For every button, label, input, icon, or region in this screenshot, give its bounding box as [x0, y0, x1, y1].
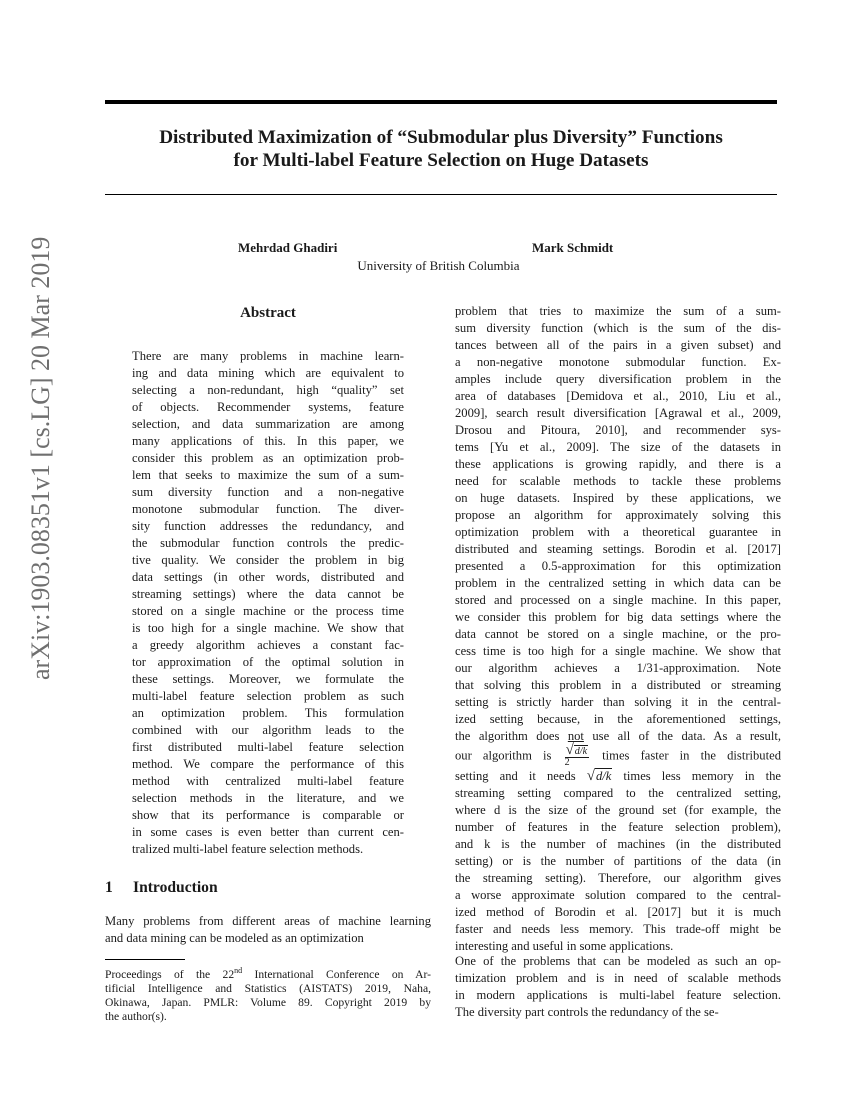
text-line: Drosou and Pitoura, 2010], and recommender sys- — [455, 423, 781, 437]
text-line: data cannot be stored on a single machine, or the pro- — [455, 627, 781, 641]
text-line: faster and needs less memory. This trade-off might be — [455, 922, 781, 936]
footnote-text: Proceedings of the 22 — [105, 967, 235, 981]
text-line: setting is strictly harder than solving it in the central- — [455, 695, 781, 709]
footnote-line — [105, 964, 431, 982]
text-line: propose an algorithm for approximately solving this — [455, 508, 781, 522]
text-line: data settings (in other words, distributed and — [132, 570, 404, 584]
footnote-line: tificial Intelligence and Statistics (AISTATS) 2019, Naha, — [105, 981, 431, 995]
text-line: in modern applications is multi-label feature selection. — [455, 988, 781, 1002]
text-line: tems [Yu et al., 2009]. The size of the datasets in — [455, 440, 781, 454]
text-line: of objects. Recommender systems, feature — [132, 400, 404, 414]
top-rule — [105, 100, 777, 104]
text-line: sum diversity function and a non-negative — [132, 485, 404, 499]
sqrt-expression — [587, 768, 613, 785]
sqrt-body: d/k — [595, 769, 612, 783]
text-line: is too high for a single machine. We show that — [132, 621, 404, 635]
text-line: streaming setting compared to the centralized setting, — [455, 786, 781, 800]
title-bottom-rule — [105, 194, 777, 195]
text-line: our algorithm achieves a 1/31-approximation. Note — [455, 661, 781, 675]
radical-sign: √ — [565, 742, 574, 758]
text-line: optimization problem with a theoretical guarantee in — [455, 525, 781, 539]
text-line: tive quality. We consider the problem in big — [132, 553, 404, 567]
text-line: The diversity part controls the redundancy of the se- — [455, 1005, 719, 1019]
text-line: many applications of this. In this paper, we — [132, 434, 404, 448]
text-line: and data mining can be modeled as an optimization — [105, 931, 364, 945]
text-line: tor approximation of the optimal solution in — [132, 655, 404, 669]
footnote — [105, 964, 431, 1024]
footnote-text: International Conference on Ar- — [242, 967, 431, 981]
text-line: There are many problems in machine learn- — [132, 349, 404, 363]
text-line: ized method of Borodin et al. [2017] but it is much — [455, 905, 781, 919]
text-line: stored and processed on a single machine. In this paper, — [455, 593, 781, 607]
text-line: lem that seeks to maximize the sum of a sum- — [132, 468, 404, 482]
text-span: use all of the data. As a result, — [583, 729, 781, 743]
text-line: method with centralized multi-label feature — [132, 774, 404, 788]
right-column-text-a — [455, 303, 781, 728]
text-line: consider this problem as an optimization prob- — [132, 451, 404, 465]
abstract-heading: Abstract — [240, 305, 296, 321]
text-line: monotone submodular function. The diver- — [132, 502, 404, 516]
text-line: selection, and data summarization are among — [132, 417, 404, 431]
text-line: tances between all of the pairs in a given subset) and — [455, 338, 781, 352]
radical-sign: √ — [586, 768, 595, 784]
text-line: problem in the centralized setting in which data can be — [455, 576, 781, 590]
text-span: times less memory in the — [612, 769, 782, 783]
text-line: ized setting because, in the aforementioned settings, — [455, 712, 781, 726]
text-line: area of databases [Demidova et al., 2010, Liu et al., — [455, 389, 781, 403]
text-line: 2009], search result diversification [Agrawal et al., 2009, — [455, 406, 781, 420]
text-line-with-fraction — [455, 742, 781, 768]
text-line: we consider this problem for big data settings where the — [455, 610, 781, 624]
text-line: problem that tries to maximize the sum of a sum- — [455, 304, 781, 318]
footnote-line: the author(s). — [105, 1009, 167, 1023]
text-line — [455, 728, 781, 745]
text-line: Many problems from different areas of machine learning — [105, 914, 431, 928]
text-line: amples include query diversification problem in the — [455, 372, 781, 386]
paper-title — [105, 126, 777, 172]
sqrt-fraction — [564, 742, 589, 768]
text-line: tralized multi-label feature selection methods. — [132, 842, 364, 856]
text-line: an optimization problem. This formulation — [132, 706, 404, 720]
text-span: our algorithm is — [455, 748, 563, 763]
text-line: timization problem and is in need of scalable methods — [455, 971, 781, 985]
fraction-numerator: d/k — [574, 746, 588, 757]
text-line-with-sqrt — [455, 768, 781, 785]
text-line: show that its performance is comparable or — [132, 808, 404, 822]
text-line: on huge datasets. Inspired by these applications, we — [455, 491, 781, 505]
text-line: interesting and useful in some applications. — [455, 939, 674, 953]
underlined-word: not — [567, 729, 584, 743]
text-line: the submodular function controls the predic- — [132, 536, 404, 550]
arxiv-stamp: arXiv:1903.08351v1 [cs.LG] 20 Mar 2019 — [26, 236, 55, 680]
section-heading-introduction — [105, 878, 218, 898]
text-line: sum diversity function (which is the sum of the dis- — [455, 321, 781, 335]
text-line: One of the problems that can be modeled as such an op- — [455, 954, 781, 968]
text-line: and k is the number of machines (in the distributed — [455, 837, 781, 851]
right-column-text-b — [455, 785, 781, 955]
text-line: multi-label feature selection problem as such — [132, 689, 404, 703]
text-line: these settings. Moreover, we formulate the — [132, 672, 404, 686]
footnote-rule — [105, 959, 185, 960]
text-line: first distributed multi-label feature selection — [132, 740, 404, 754]
text-line: ing and data mining which are equivalent to — [132, 366, 404, 380]
title-line-1: Distributed Maximization of “Submodular plus Diversity” Functions — [159, 127, 723, 148]
text-line: presented a 0.5-approximation for this optimization — [455, 559, 781, 573]
text-span: times faster in the distributed — [591, 748, 781, 763]
text-line: the streaming setting). Therefore, our algorithm gives — [455, 871, 781, 885]
text-line: a greedy algorithm achieves a constant fac- — [132, 638, 404, 652]
text-span: the algorithm does — [455, 729, 568, 743]
text-line: selection methods in the literature, and we — [132, 791, 404, 805]
text-line: combined with our algorithm leads to the — [132, 723, 404, 737]
intro-body — [105, 913, 431, 947]
text-line: sity function addresses the redundancy, and — [132, 519, 404, 533]
section-number: 1 — [105, 879, 113, 896]
section-title: Introduction — [133, 879, 218, 896]
footnote-superscript: nd — [234, 966, 243, 975]
abstract-body — [132, 348, 404, 858]
text-line: distributed and steaming settings. Borodin et al. [2017] — [455, 542, 781, 556]
text-line: a non-negative monotone submodular function. Ex- — [455, 355, 781, 369]
author-2: Mark Schmidt — [532, 240, 614, 255]
footnote-line: Okinawa, Japan. PMLR: Volume 89. Copyright 2019 by — [105, 995, 431, 1009]
affiliation: University of British Columbia — [357, 258, 520, 273]
text-line: cess time is too high for a single machine. We show that — [455, 644, 781, 658]
text-line: that solving this problem in a distributed or streaming — [455, 678, 781, 692]
text-line: in some cases is even better than current cen- — [132, 825, 404, 839]
right-column-paragraph-2 — [455, 953, 781, 1021]
fraction-denominator: 2 — [564, 757, 570, 768]
text-line: need for scalable methods to tackle these problems — [455, 474, 781, 488]
text-span: setting and it needs — [455, 769, 587, 783]
text-line: where d is the size of the ground set (for example, the — [455, 803, 781, 817]
author-1: Mehrdad Ghadiri — [238, 240, 338, 255]
text-line: streaming settings) where the data cannot be — [132, 587, 404, 601]
text-line: these applications is growing rapidly, and there is a — [455, 457, 781, 471]
text-line: method. We compare the performance of this — [132, 757, 404, 771]
text-line: number of features in the feature selection problem), — [455, 820, 781, 834]
title-line-2: for Multi-label Feature Selection on Huge Datasets — [233, 150, 649, 171]
text-line: selecting a non-redundant, high “quality” set — [132, 383, 404, 397]
text-line: stored on a single machine or the process time — [132, 604, 404, 618]
right-column-paragraph-1 — [455, 303, 781, 955]
text-line: setting) or is the number of partitions of the data (in — [455, 854, 781, 868]
text-line: a worse approximate solution compared to the central- — [455, 888, 781, 902]
